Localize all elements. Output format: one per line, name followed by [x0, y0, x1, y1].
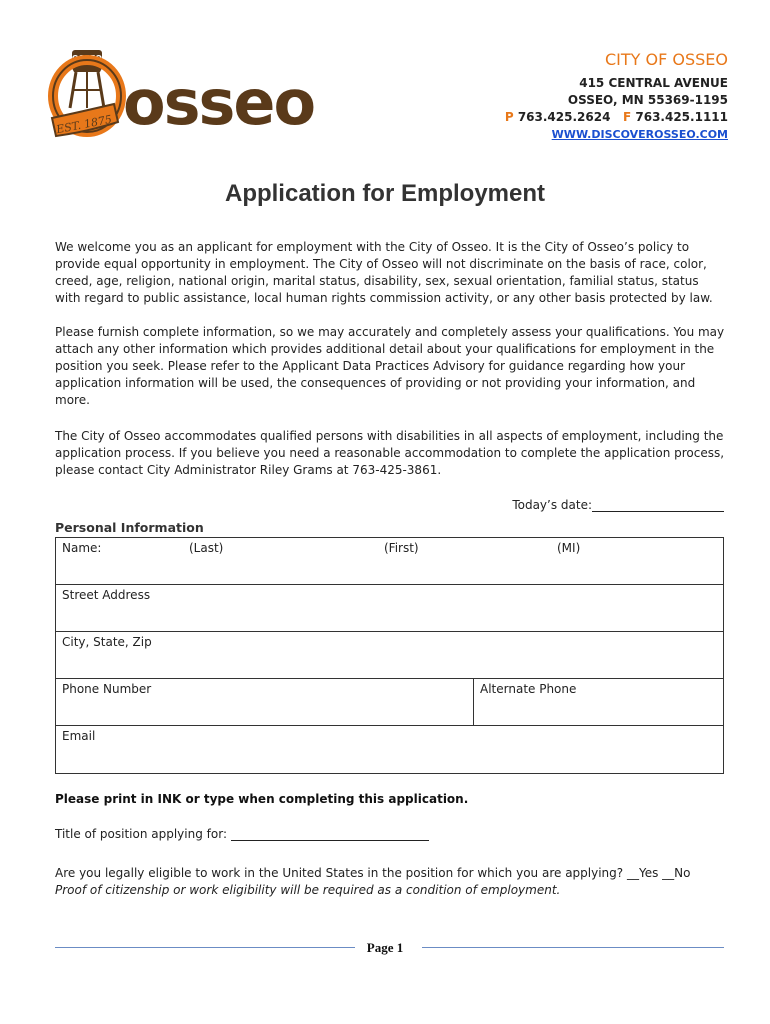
personal-info-table — [55, 537, 724, 774]
address-line-1: 415 CENTRAL AVENUE — [579, 76, 728, 90]
eligibility-question[interactable]: Are you legally eligible to work in the United States in the position for which you are applying? __Yes __No — [55, 866, 691, 880]
last-name-label: (Last) — [189, 541, 224, 555]
phone-number-label: Phone Number — [62, 682, 152, 696]
logo-tower-text: OSSEO — [71, 54, 103, 63]
position-title-label: Title of position applying for: — [55, 827, 227, 841]
phone-row[interactable] — [56, 679, 723, 726]
city-name: CITY OF OSSEO — [604, 50, 728, 69]
todays-date-label: Today’s date: — [512, 498, 592, 512]
website-link[interactable]: WWW.DISCOVEROSSEO.COM — [551, 128, 728, 141]
contact-block — [505, 50, 728, 143]
intro-paragraph: We welcome you as an applicant for employment with the City of Osseo. It is the City of Osseo’s policy to provide equal opportunity in employment. The City of Osseo will not discriminate on the basis of race, color, creed, age, religion, national origin, marital status, disability, sex, sexual orientation, familial status, status with regard to public assistance, local human rights commission activity, or any other basis protected by law. — [55, 240, 713, 305]
personal-info-heading: Personal Information — [55, 520, 204, 535]
email-label: Email — [62, 729, 96, 743]
todays-date-field[interactable] — [512, 498, 724, 512]
middle-initial-label: (MI) — [557, 541, 581, 555]
accommodation-paragraph: The City of Osseo accommodates qualified persons with disabilities in all aspects of employment, including the application process. If you believe you need a reasonable accommodation to complete the application process, please contact City Administrator Riley Grams at 763-425-3861. — [55, 429, 725, 477]
eligibility-block — [55, 865, 735, 899]
phone-prefix: P — [504, 110, 514, 124]
osseo-logo — [50, 46, 315, 146]
email-row[interactable] — [56, 726, 723, 773]
todays-date-blank[interactable] — [592, 498, 724, 512]
page-number: Page 1 — [366, 940, 404, 955]
address-line-2: OSSEO, MN 55369-1195 — [567, 93, 728, 107]
qualifications-paragraph: Please furnish complete information, so we may accurately and completely assess your qualifications. You may attach any other information which provides additional detail about your qualifications for employment in the position you seek. Please refer to the Applicant Data Practices Advisory for guidance regarding how your application information will be used, the consequences of providing or not providing your information, and more. — [55, 325, 725, 407]
alternate-phone-label: Alternate Phone — [480, 682, 577, 696]
page-title: Application for Employment — [224, 180, 545, 207]
logo-wordmark: osseo — [123, 66, 315, 139]
position-title-field[interactable] — [55, 827, 429, 841]
city-state-zip-label: City, State, Zip — [62, 635, 152, 649]
fax-number: 763.425.1111 — [635, 110, 728, 124]
street-address-label: Street Address — [62, 588, 151, 602]
eligibility-proof-note: Proof of citizenship or work eligibility will be required as a condition of employment. — [55, 883, 561, 897]
est-ribbon — [52, 104, 118, 136]
fax-prefix: F — [622, 110, 632, 124]
phone-fax-line — [505, 109, 728, 126]
ink-instruction: Please print in INK or type when completing this application. — [55, 792, 469, 806]
name-label: Name: — [62, 541, 102, 555]
name-row[interactable] — [56, 538, 723, 585]
phone-divider — [473, 679, 474, 725]
street-address-row[interactable] — [56, 585, 723, 632]
phone-number: 763.425.2624 — [517, 110, 611, 124]
first-name-label: (First) — [384, 541, 419, 555]
position-title-blank[interactable] — [231, 827, 429, 841]
logo-est-text: EST. 1875 — [55, 112, 113, 137]
city-state-zip-row[interactable] — [56, 632, 723, 679]
